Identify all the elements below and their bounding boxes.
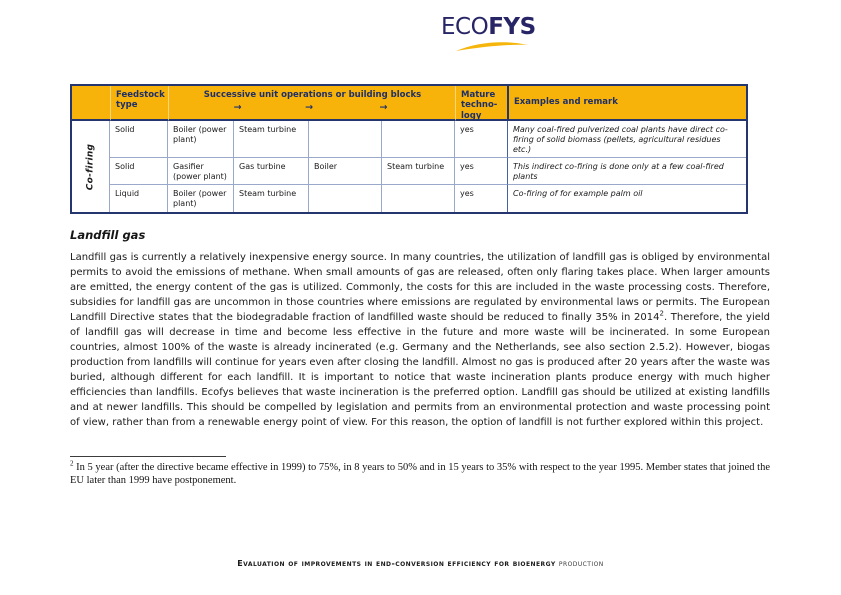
cell-operation: Steam turbine	[234, 185, 309, 212]
footnote-text: In 5 year (after the directive became effective in 1999) to 75%, in 8 years to 50% and in 15 years to 35% with respect to the year 1995. Member states that joined the EU later than 1999 have postponement.	[70, 462, 770, 486]
logo-text-fys: FYS	[488, 14, 536, 40]
cofiring-group-label: Co-firing	[72, 121, 110, 212]
paragraph-text: Landfill gas is currently a relatively inexpensive energy source. In many countries, the utilization of landfill gas is obliged by environmental permits to avoid the emissions of methane. When small amounts of gas are released, often only flaring takes place. When larger amounts are emitted, the energy content of the gas is utilized. Commonly, the costs for this are included in the waste processing costs. Therefore, subsidies for landfill gas are uncommon in those countries where emissions are regulated by environmental laws or permits. The European Landfill Directive states that the biodegradable fraction of landfilled waste should be reduced to finally 35% in 2014	[70, 252, 770, 323]
table-header-feedstock-type: Feedstock type	[110, 86, 168, 121]
cell-operation: Boiler (power plant)	[168, 185, 234, 212]
footnote-separator	[70, 456, 226, 457]
logo-text-eco: ECO	[441, 14, 489, 40]
cell-mature: yes	[455, 158, 507, 185]
cofiring-table	[70, 84, 748, 214]
cell-operation	[309, 121, 382, 158]
footnote-marker: 2	[70, 459, 74, 468]
table-header-mature-technology: Mature techno-logy	[455, 86, 507, 121]
body-paragraph	[70, 250, 770, 430]
cell-operation: Steam turbine	[382, 158, 455, 185]
table-header-examples: Examples and remark	[507, 86, 746, 121]
table-header-operations-label: Successive unit operations or building blocks	[203, 90, 422, 100]
footer-title-regular: production	[558, 559, 604, 568]
page-footer	[0, 559, 841, 568]
cell-operation: Steam turbine	[234, 121, 309, 158]
cell-example: Co-firing of for example palm oil	[507, 185, 746, 212]
cell-operation: Gasifier (power plant)	[168, 158, 234, 185]
cell-operation: Boiler (power plant)	[168, 121, 234, 158]
operation-arrow-icon: →	[233, 102, 242, 113]
section-heading: Landfill gas	[70, 228, 146, 242]
footer-title-bold: Evaluation of improvements in end-conversion efficiency for bioenergy	[237, 559, 559, 568]
cell-operation	[382, 185, 455, 212]
cell-feedstock: Solid	[110, 158, 168, 185]
cell-feedstock: Liquid	[110, 185, 168, 212]
table-header-operations	[168, 86, 455, 121]
footnote-reference: 2	[659, 309, 664, 318]
cell-operation	[309, 185, 382, 212]
cell-operation	[382, 121, 455, 158]
operation-arrow-icon: →	[379, 102, 388, 113]
logo-swoosh-icon	[456, 41, 528, 52]
cell-example: Many coal-fired pulverized coal plants have direct co-firing of solid biomass (pellets, agricultural residues etc.)	[507, 121, 746, 158]
paragraph-text: . Therefore, the yield of landfill gas will decrease in time and become less effective in the future and more waste will be incinerated. In some European countries, almost 100% of the waste is already incinerated (e.g. Germany and the Netherlands, see also section 2.5.2). However, biogas production from landfills will continue for years even after closing the landfill. Almost no gas is produced after 20 years after the waste was buried, although different for each landfill. It is important to notice that waste incineration plants produce energy with much higher efficiencies than landfills. Ecofys believes that waste incineration is the preferred option. Landfill gas should be utilized at existing landfills and at newer landfills. This should be compelled by legislation and permits from an environmental protection and waste processing point of view, rather than from a renewable energy point of view. For this reason, the option of landfill is not further explored within this project.	[70, 312, 770, 428]
cell-mature: yes	[455, 185, 507, 212]
cell-example: This indirect co-firing is done only at a few coal-fired plants	[507, 158, 746, 185]
cell-feedstock: Solid	[110, 121, 168, 158]
cell-operation: Boiler	[309, 158, 382, 185]
cell-mature: yes	[455, 121, 507, 158]
footnote	[70, 461, 770, 487]
operation-arrow-icon: →	[305, 102, 314, 113]
cell-operation: Gas turbine	[234, 158, 309, 185]
table-header-corner	[72, 86, 110, 121]
ecofys-logo	[441, 16, 536, 39]
